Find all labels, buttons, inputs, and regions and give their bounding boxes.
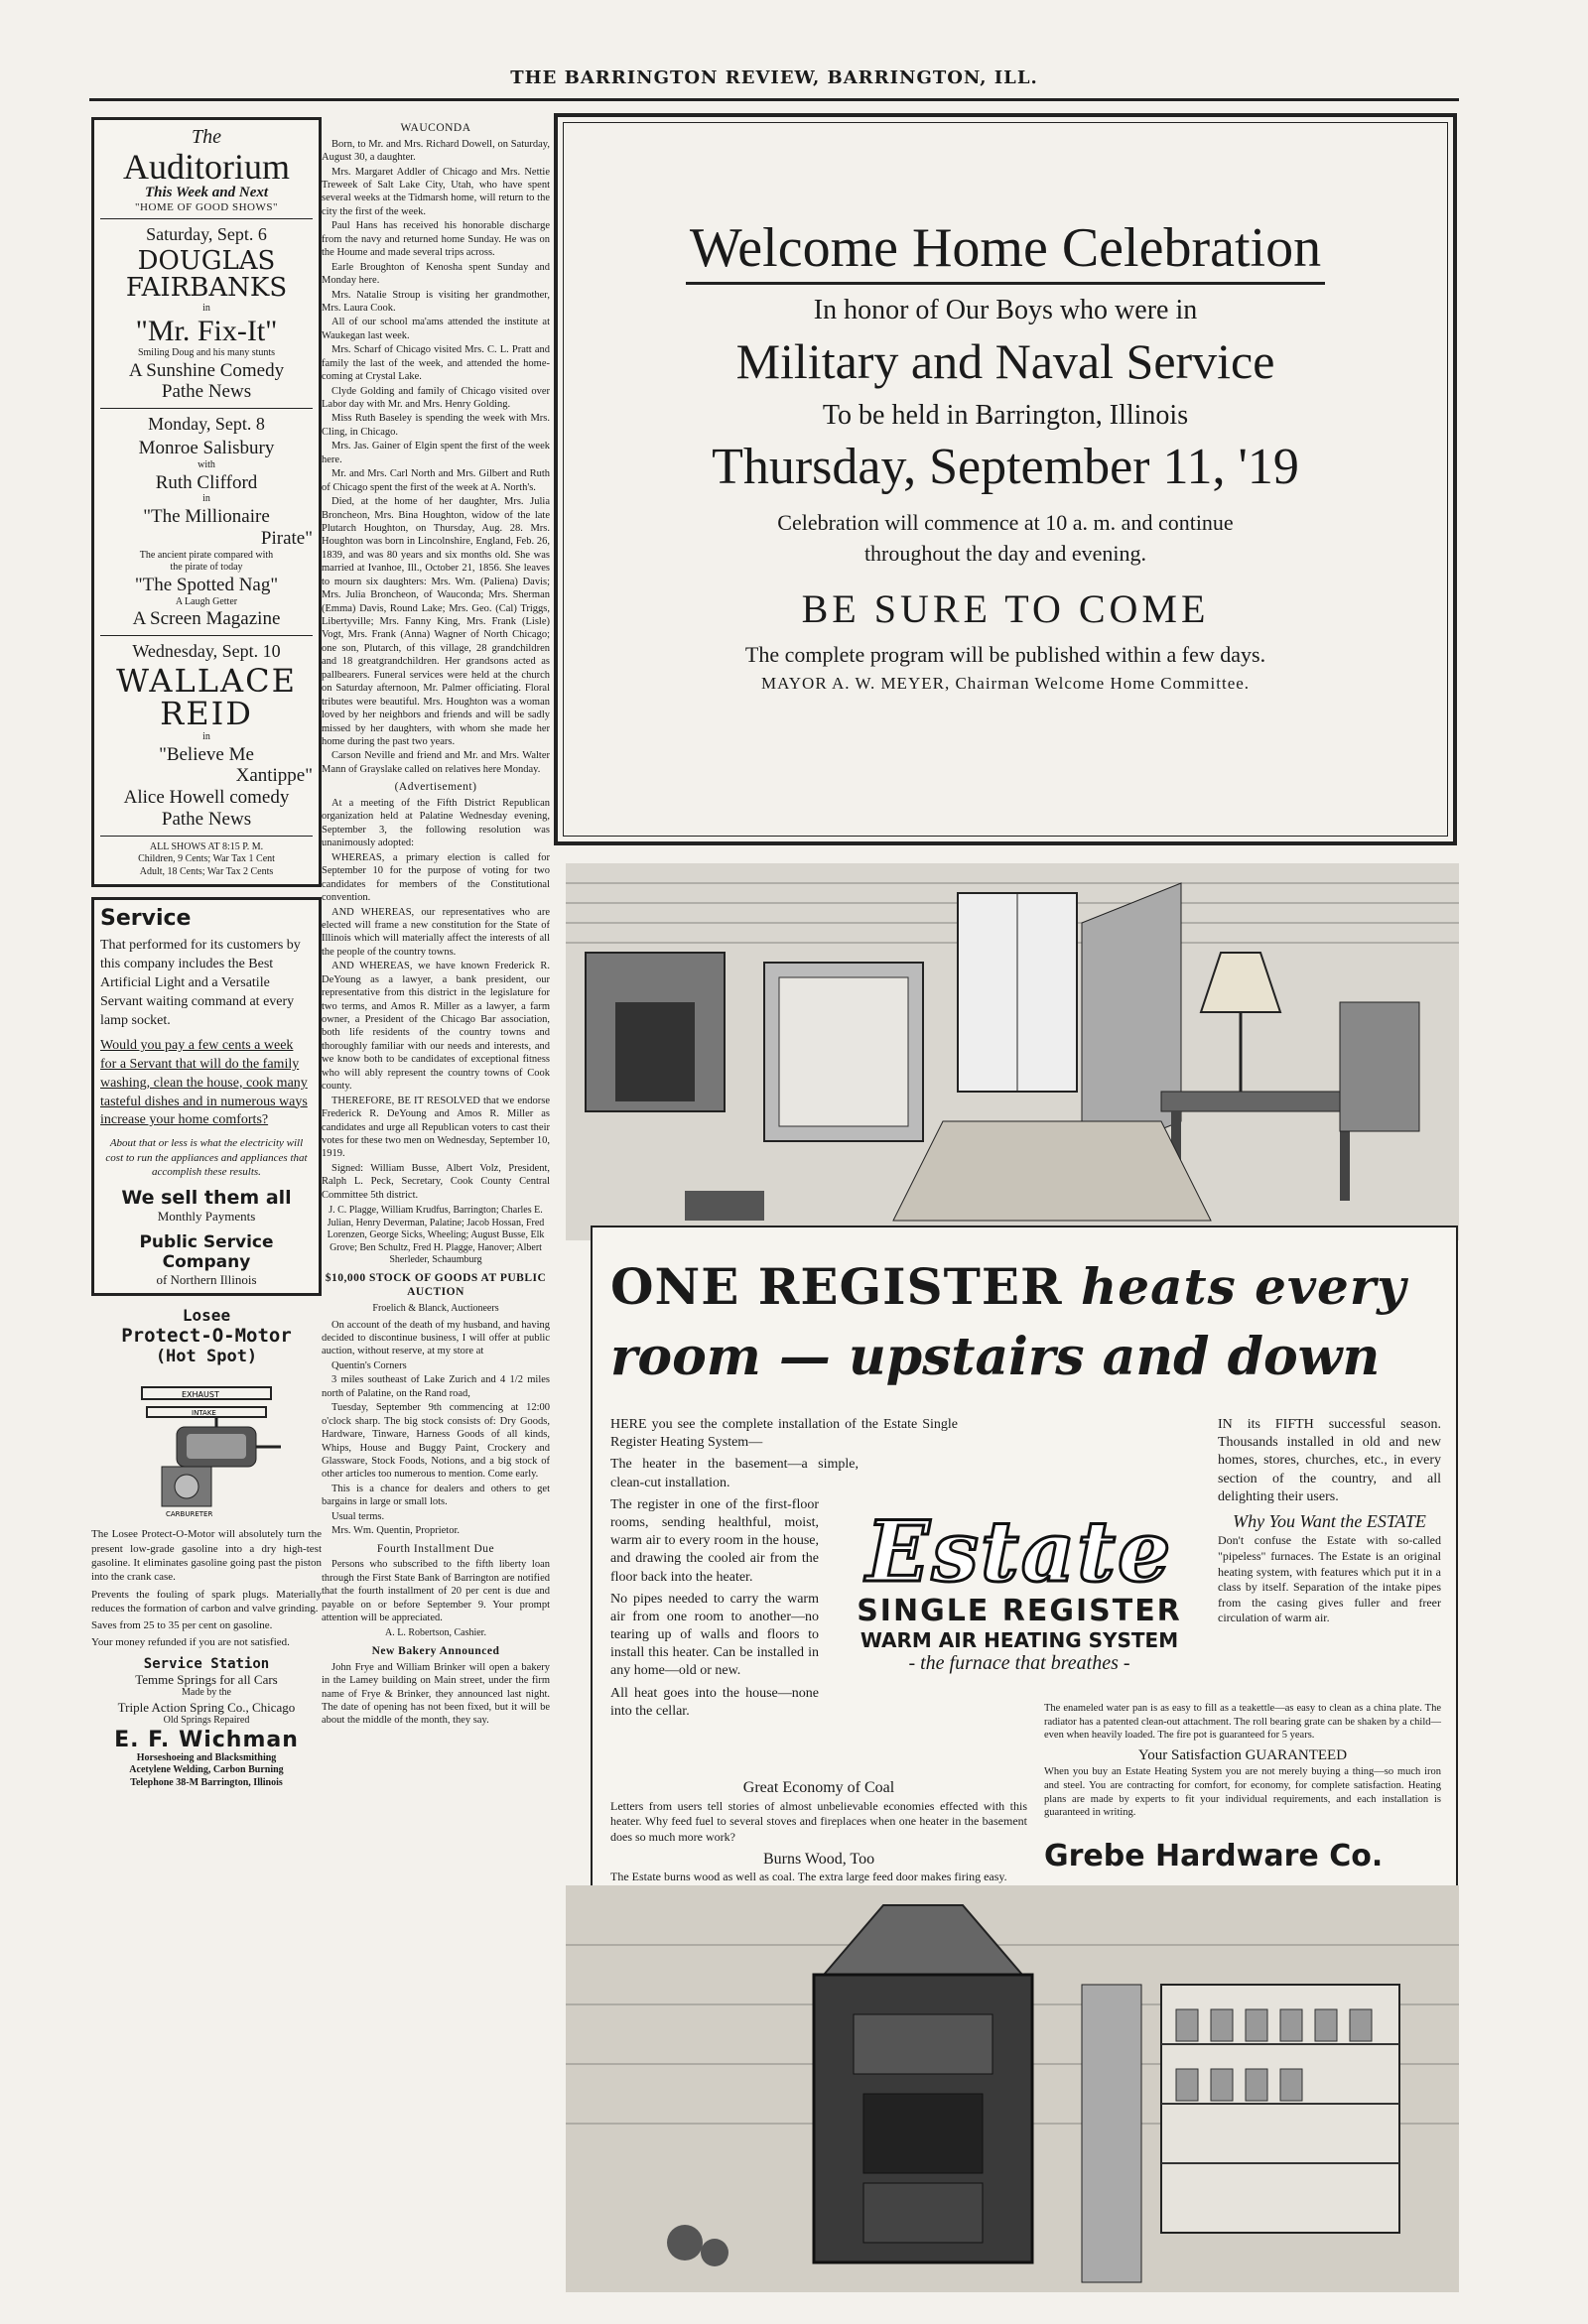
fifth-season-p1: IN its FIFTH successful season. Thousands installed in old and new homes, stores, churches, etc., in every section of the country, and all delighting their users.: [1218, 1417, 1441, 1504]
installation-p2: The heater in the basement—a simple, clean-cut installation.: [610, 1457, 859, 1490]
wednesday-date: Wednesday, Sept. 10: [132, 640, 281, 661]
saturday-in: in: [202, 302, 210, 314]
auction-paragraph: On account of the death of my husband, and having decided to discontinue business, I will offer at public auction, without reserve, at my store at: [322, 1319, 550, 1357]
divider: [100, 836, 313, 837]
service-body: [100, 937, 313, 1130]
resolution-paragraph: WHEREAS, a primary election is called for September 10 for the purpose of voting for two candidates for members of the Constitutional convention.: [322, 851, 550, 904]
guarantee-heading: Your Satisfaction GUARANTEED: [1137, 1746, 1348, 1763]
maker: Triple Action Spring Co., Chicago: [117, 1699, 296, 1715]
installation-p3: The register in one of the first-floor rooms, sending healthful, moist, warm air to every room in the house, and drawing the cooled air from the floor back into the heater.: [610, 1496, 819, 1585]
masthead: THE BARRINGTON REVIEW, BARRINGTON, ILL.: [89, 67, 1459, 101]
auction-heading: $10,000 STOCK OF GOODS AT PUBLIC AUCTION: [325, 1271, 547, 1299]
wednesday-extra-1: Alice Howell comedy: [123, 787, 290, 809]
monday-film-2: Pirate": [260, 527, 313, 549]
carbureter-label: CARBURETER: [166, 1510, 213, 1519]
resolution-paragraph: THEREFORE, BE IT RESOLVED that we endorse Frederick R. DeYoung and Amos R. Miller as candidates and urge all Republican voters to cast their votes for these two men on Wednesday, September 10, 1919.: [322, 1095, 550, 1160]
resolution-items: [322, 797, 550, 1161]
fifth-season-text: [1218, 1416, 1441, 1630]
resolution-paragraph: At a meeting of the Fifth District Republican organization held at Palatine Wednesday evening, September 3, the following resolution was unanimously adopted:: [322, 798, 550, 849]
wauconda-news-item: Carson Neville and friend and Mr. and Mrs. Walter Mann of Grayslake called on relatives here Monday.: [322, 750, 550, 775]
auditorium-ad: [91, 117, 322, 887]
installation-p5: All heat goes into the house—none into the cellar.: [610, 1685, 819, 1719]
prices-line-3: Adult, 18 Cents; War Tax 2 Cents: [139, 865, 274, 877]
wauconda-news-item: All of our school ma'ams attended the institute at Waukegan last week.: [322, 317, 550, 341]
wauconda-news-item: Earle Broughton of Kenosha spent Sunday and Monday here.: [322, 261, 550, 287]
estate-heater-ad: [566, 863, 1459, 2292]
wauconda-news-item: Born, to Mr. and Mrs. Richard Dowell, on Saturday, August 30, a daughter.: [322, 138, 550, 164]
why-heading: Why You Want the ESTATE: [1233, 1510, 1426, 1531]
coal-text: Letters from users tell stories of almost unbelievable economies effected with this heater. Why feed fuel to several stoves and fireplaces when one heater in the basement does so much more work?: [610, 1798, 1027, 1844]
saturday-date: Saturday, Sept. 6: [146, 224, 267, 244]
interior-room-illustration: [566, 863, 1459, 1240]
guarantee-text: When you buy an Estate Heating System you are not merely buying a thing—so much iron and steel. You are contracting for comfort, for economy, for complete satisfaction. Heating plans are made by experts to fit your individual requirements, and each installation is guaranteed in writing.: [1044, 1766, 1441, 1819]
wauconda-heading: WAUCONDA: [400, 122, 471, 134]
wauconda-news-item: Mrs. Jas. Gainer of Elgin spent the first of the week here.: [322, 441, 550, 465]
service-sell: We sell them all: [121, 1187, 292, 1210]
bakery-heading: New Bakery Announced: [371, 1644, 500, 1657]
resolution-names: J. C. Plagge, William Krudfus, Barrington; Charles E. Julian, Henry Deverman, Palatine; Jacob Hossan, Fred Lorenzen, George Sicks, Wheeling; August Busse, Elk Grove; Ben Schultz, Fred H. Plagge, Hanover; Albert Sherleder, Schaumburg: [327, 1205, 545, 1266]
estate-logo: Estate: [865, 1502, 1173, 1601]
service-ad: [91, 897, 322, 1296]
auditorium-slogan: "HOME OF GOOD SHOWS": [135, 201, 278, 213]
loan-signature: A. L. Robertson, Cashier.: [385, 1627, 486, 1639]
service-paragraph-1: That performed for its customers by this company includes the Best Artificial Light and a Versatile Servant waiting command at every lamp socket.: [100, 938, 301, 1028]
wednesday-star-1: WALLACE: [116, 661, 297, 700]
divider: [100, 218, 313, 219]
estate-ad-panel: [591, 1226, 1458, 1894]
service-station-line: Temme Springs for all Cars: [135, 1671, 278, 1687]
burns-wood-text: The Estate burns wood as well as coal. The extra large feed door makes firing easy.: [610, 1870, 1007, 1884]
wauconda-items: [322, 138, 550, 777]
installation-p4: No pipes needed to carry the warm air from one room to another—no tearing up of walls and floors to install this heater. Can be installed in any home—old or new.: [610, 1591, 819, 1679]
wauconda-news-item: Miss Ruth Baseley is spending the week with Mrs. Cling, in Chicago.: [322, 413, 550, 438]
headline-heats-every: heats every: [1080, 1257, 1407, 1316]
monday-extra-1: "The Spotted Nag": [134, 574, 279, 595]
welcome-home-notice: [554, 113, 1457, 845]
advertisement-heading: (Advertisement): [394, 781, 477, 794]
auction-paragraph: This is a chance for dealers and others to get bargains in large or small lots.: [322, 1483, 550, 1508]
headline-line-2: room — upstairs and down: [610, 1327, 1381, 1387]
monday-star-1: Monroe Salisbury: [138, 438, 275, 459]
saturday-extra-2: Pathe News: [161, 381, 252, 403]
auditorium-title: Auditorium: [123, 147, 290, 187]
why-text: Don't confuse the Estate with so-called "pipeless" furnaces. The Estate is an original heating system, with features which put it in a class by itself. Separation of the intake pipes from the casing gives fuller and freer circulation of warm air.: [1218, 1533, 1441, 1625]
coal-economy: [610, 1778, 1027, 1889]
welcome-location-line: To be held in Barrington, Illinois: [822, 400, 1189, 431]
auction-paragraph: Mrs. Wm. Quentin, Proprietor.: [331, 1525, 461, 1537]
welcome-honor-line: In honor of Our Boys who were in: [813, 295, 1198, 325]
losee-paragraph-4: Your money refunded if you are not satisfied.: [91, 1636, 290, 1649]
auditorium-the: The: [192, 126, 221, 148]
wednesday-film-2: Xantippe": [235, 765, 313, 787]
wednesday-star-2: REID: [160, 695, 253, 733]
wauconda-news-item: Mrs. Scharf of Chicago visited Mrs. C. L. Pratt and family the last of the week, and attended the home-coming at Crystal Lake.: [322, 344, 550, 383]
auction-items: [322, 1319, 550, 1538]
wednesday-extra-2: Pathe News: [161, 809, 252, 831]
basement-furnace-illustration: [566, 1885, 1459, 2292]
bakery-text: John Frye and William Brinker will open a bakery in the Lamey building on Main street, under the firm name of Frye & Brinker, they announced last night. The date of opening has not been fixed, but it will be about the middle of the month, they say.: [322, 1661, 550, 1727]
auction-paragraph: 3 miles southeast of Lake Zurich and 4 1/2 miles north of Palatine, on the Rand road,: [322, 1374, 550, 1399]
losee-paragraph-1: The Losee Protect-O-Motor will absolutely turn the present low-grade gasoline into a dry high-test gasoline. It eliminates gasoline going past the piston into the crank case.: [91, 1528, 322, 1584]
welcome-service-line: Military and Naval Service: [735, 333, 1275, 389]
auction-auctioneers: Froelich & Blanck, Auctioneers: [372, 1303, 499, 1315]
intake-label: INTAKE: [192, 1409, 216, 1418]
loan-heading: Fourth Installment Due: [376, 1542, 495, 1555]
service-paragraph-2: Would you pay a few cents a week for a Servant that will do the family washing, clean the house, cook many tasteful dishes and in numerous ways increase your home comforts?: [100, 1037, 308, 1128]
resolution-signed: Signed: William Busse, Albert Volz, President, Ralph L. Peck, Secretary, Cook County Central Committee 5th district.: [322, 1162, 550, 1201]
service-station-title: Service Station: [143, 1655, 270, 1672]
monday-tagline-2: the pirate of today: [170, 562, 243, 574]
left-column: [91, 117, 322, 1789]
wichman-name: E. F. Wichman: [114, 1727, 299, 1752]
monday-tagline-1: The ancient pirate compared with: [139, 549, 274, 561]
wauconda-news-item: Mrs. Natalie Stroup is visiting her grandmother, Mrs. Laura Cook.: [322, 289, 550, 314]
welcome-time-2: throughout the day and evening.: [863, 540, 1147, 566]
prices-line-2: Children, 9 Cents; War Tax 1 Cent: [138, 853, 275, 865]
wichman-trade-1: Horseshoeing and Blacksmithing: [136, 1751, 277, 1763]
saturday-star-2: FAIRBANKS: [125, 273, 288, 304]
wauconda-news-item: Paul Hans has received his honorable discharge from the navy and returned home Sunday. He was on the Houme and made several trips across.: [322, 220, 550, 259]
wauconda-news-item: Mr. and Mrs. Carl North and Mrs. Gilbert and Ruth of Chicago spent the first of the week at A. North's.: [322, 468, 550, 493]
monday-with: with: [198, 459, 215, 471]
welcome-date: Thursday, September 11, '19: [712, 439, 1299, 495]
resolution-paragraph: AND WHEREAS, we have known Frederick R. DeYoung as a lawyer, a bank president, our representative from this district in the legislature for two terms, and Amos R. Miller as a lawyer, a farm owner, a President of the Chicago Bar association, both life residents of the country towns and thoroughly familiar with our needs and interests, and we know both to be candidates of exceptional fitness who will ably represent the country towns of Cook county.: [322, 961, 550, 1093]
welcome-program-note: The complete program will be published within a few days.: [744, 641, 1266, 667]
wednesday-film-1: "Believe Me: [159, 743, 254, 765]
losee-paragraph-2: Prevents the fouling of spark plugs. Materially reduces the formation of carbon and valve grinding.: [91, 1588, 322, 1614]
brand-single-register: SINGLE REGISTER: [857, 1594, 1182, 1628]
auditorium-subtitle: This Week and Next: [144, 185, 269, 200]
auction-paragraph: Quentin's Corners: [331, 1359, 407, 1371]
auction-paragraph: Usual terms.: [331, 1510, 385, 1522]
saturday-extra-1: A Sunshine Comedy: [128, 359, 285, 381]
monday-film-1: "The Millionaire: [143, 505, 270, 527]
headline-line-1: [610, 1257, 1406, 1316]
monday-extra-1-sub: A Laugh Getter: [175, 595, 238, 607]
headline-one-register: ONE REGISTER: [610, 1257, 1063, 1316]
service-company-3: of Northern Illinois: [156, 1271, 257, 1287]
protect-o-motor-illustration: [122, 1372, 291, 1521]
service-company-2: Company: [162, 1251, 251, 1272]
welcome-be-sure: BE SURE TO COME: [801, 585, 1210, 631]
losee-ad: [91, 1306, 322, 1789]
saturday-tagline: Smiling Doug and his many stunts: [137, 347, 276, 359]
monday-in: in: [202, 493, 210, 505]
losee-title-1: Losee: [182, 1306, 231, 1326]
news-column: [322, 117, 550, 1729]
saturday-film: "Mr. Fix-It": [135, 315, 278, 348]
exhaust-label: EXHAUST: [182, 1390, 219, 1400]
service-monthly: Monthly Payments: [157, 1209, 256, 1225]
auction-paragraph: Tuesday, September 9th commencing at 12:00 o'clock sharp. The big stock consists of: Dry Goods, Hardware, Tinware, Harness Goods of all kinds, Whips, House and Buggy Paint, Crockery and Glassware, Stock Foods, Notions, and a big stock of other articles too numerous to mention. Come early.: [322, 1402, 550, 1481]
enamel-pan-text: The enameled water pan is as easy to fill as a teakettle—as easy to clean as a china plate. The radiator has a patented clean-out attachment. The roll bearing grate can be shaken by a child—even when heavily loaded. The fire pot is guaranteed for 5 years.: [1044, 1703, 1441, 1742]
dealer-name: Grebe Hardware Co.: [1044, 1839, 1384, 1873]
wednesday-in: in: [202, 731, 210, 743]
springs-repaired: Old Springs Repaired: [163, 1715, 250, 1727]
brand-warm-air: WARM AIR HEATING SYSTEM: [860, 1628, 1179, 1652]
losee-title-3: (Hot Spot): [155, 1347, 258, 1367]
service-company-1: Public Service: [139, 1231, 274, 1252]
saturday-star-1: DOUGLAS: [137, 246, 276, 276]
wauconda-news-item: Clyde Golding and family of Chicago visited over Labor day with Mr. and Mrs. Henry Golding.: [322, 385, 550, 411]
monday-star-2: Ruth Clifford: [155, 471, 258, 493]
welcome-chairman: MAYOR A. W. MEYER, Chairman Welcome Home Committee.: [760, 673, 1251, 693]
monday-date: Monday, Sept. 8: [148, 414, 265, 435]
divider: [100, 635, 313, 636]
welcome-title: Welcome Home Celebration: [686, 216, 1325, 285]
losee-paragraph-3: Saves from 25 to 35 per cent on gasoline.: [91, 1619, 273, 1632]
coal-heading: Great Economy of Coal: [742, 1779, 895, 1796]
wichman-trade-2: Acetylene Welding, Carbon Burning: [129, 1764, 284, 1776]
brand-tagline: - the furnace that breathes -: [908, 1652, 1130, 1674]
wauconda-news-item: Mrs. Margaret Addler of Chicago and Mrs. Nettie Treweek of Salt Lake City, Utah, who have spent several weeks at the Tidmarsh home, will return to the city the first of the week.: [322, 166, 550, 217]
monday-extra-2: A Screen Magazine: [132, 608, 281, 629]
made-by: Made by the: [182, 1687, 231, 1699]
service-italic-note: About that or less is what the electricity will cost to run the appliances and appliances that accomplish these results.: [105, 1137, 308, 1178]
loan-text: Persons who subscribed to the fifth liberty loan through the First State Bank of Barrington are notified that the fourth installment of 20 per cent is due and payable on or before September 9. Your prompt attention will be appreciated.: [322, 1559, 550, 1624]
wauconda-news-item: Died, at the home of her daughter, Mrs. Julia Broncheon, Mrs. Bina Houghton, widow of the late Plutarch Houghton, on Thursday, Aug. 28. Mrs. Houghton was born in Lincolnshire, England, Feb. 26, 1839, and was 80 years and six months old. She was married at Ivanhoe, Ill., October 21, 1856. She leaves to mourn six daughters: Mrs. Wm. (Paliena) Davis; Mrs. Julia Broncheon, of Wauconda; Mrs. Sherman (Emma) Davis, Round Lake; Mrs. Geo. (Cal) Triggs, Libertyville; Mrs. Fanny King, Mrs. Frank (Lisle) Vogt, Mrs. Frank (Anna) Wagner of North Chicago; one son, Plutarch, of this village, 28 grandchildren and 18 greatgrandchildren. Her grandsons acted as pallbearers. Funeral services were held at the church on Saturday afternoon, Mr. Palmer officiating. Floral tributes were beautiful. Mrs. Houghton was a woman loved by her neighbors and friends and will be sadly missed by her daughters, with whom she made her home during the past two years.: [322, 496, 550, 747]
guarantee-block: [1044, 1702, 1441, 1824]
welcome-time-1: Celebration will commence at 10 a. m. and continue: [777, 510, 1234, 535]
resolution-paragraph: AND WHEREAS, our representatives who are elected will frame a new constitution for the State of Illinois which will materially affect the interests of all the people of the country towns.: [322, 906, 550, 958]
service-title: Service: [100, 906, 192, 932]
burns-wood-heading: Burns Wood, Too: [762, 1850, 875, 1868]
estate-brand-block: [821, 1502, 1218, 1675]
losee-title-2: Protect-O-Motor: [121, 1325, 292, 1348]
wichman-phone: Telephone 38-M Barrington, Illinois: [130, 1776, 283, 1788]
divider: [100, 408, 313, 409]
prices-line-1: ALL SHOWS AT 8:15 P. M.: [149, 840, 264, 852]
installation-p1: HERE you see the complete installation of the Estate Single Register Heating System—: [610, 1417, 958, 1451]
